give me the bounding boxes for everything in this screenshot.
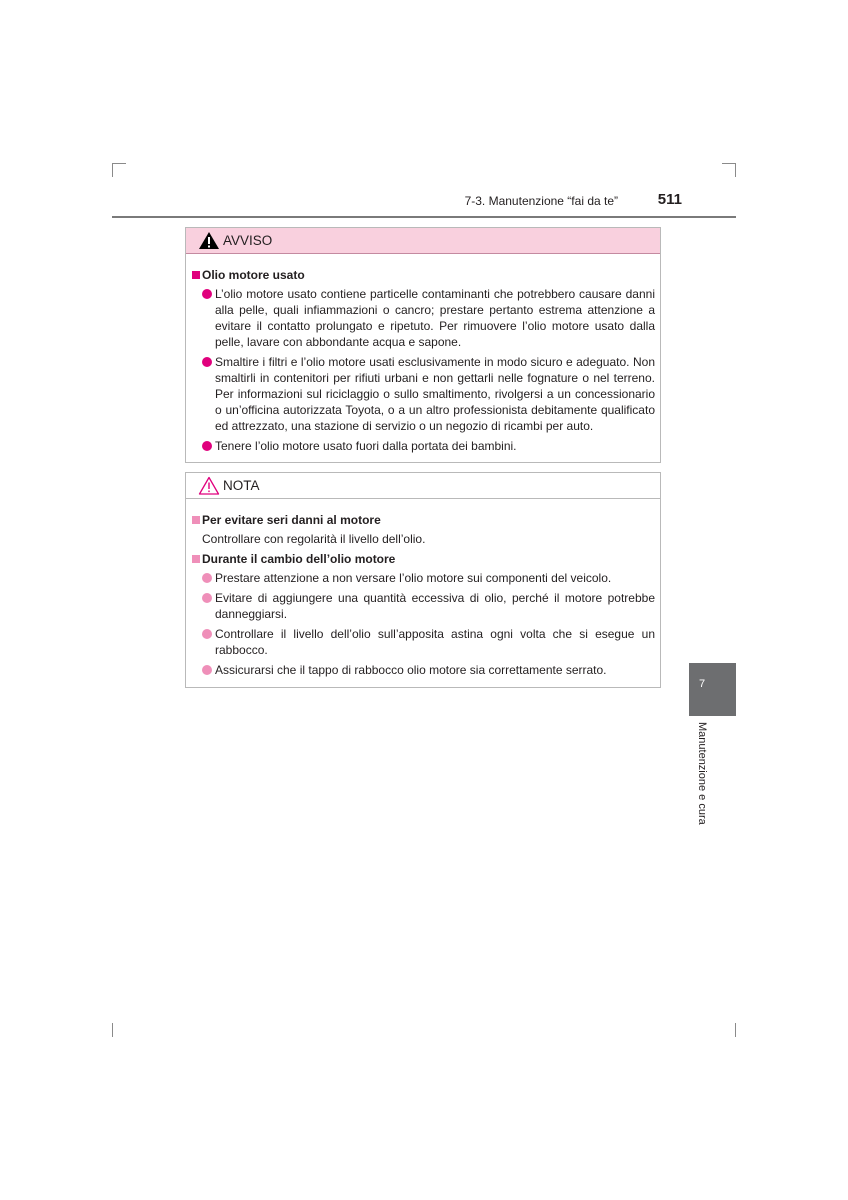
- note-section-text: Controllare con regolarità il livello dell’olio.: [202, 532, 426, 546]
- list-item: L’olio motore usato contiene particelle contaminanti che potrebbero causare danni alla pelle, quali infiammazioni o cancro; prestare pertanto estrema attenzione a evitare il contatto prolungato e ripetuto. Per rimuovere l’olio motore usato dalla pelle, lavare con abbondante acqua e sapone.: [191, 286, 655, 350]
- bullet-icon: [202, 665, 212, 675]
- chapter-number: 7: [699, 678, 706, 690]
- crop-mark: [112, 163, 126, 164]
- crop-mark: [722, 163, 736, 164]
- bullet-icon: [202, 593, 212, 603]
- list-item: Controllare il livello dell’olio sull’apposita astina ogni volta che si esegue un rabbocco.: [191, 626, 655, 658]
- bullet-icon: [202, 573, 212, 583]
- warning-triangle-icon: [198, 231, 220, 250]
- warning-box: [185, 227, 661, 463]
- bullet-icon: [202, 289, 212, 299]
- chapter-label: Manutenzione e cura: [696, 722, 708, 825]
- chapter-tab: [689, 663, 736, 716]
- warning-header: [186, 228, 660, 254]
- warning-label: AVVISO: [223, 233, 273, 248]
- note-box: [185, 472, 661, 688]
- list-item: Tenere l’olio motore usato fuori dalla portata dei bambini.: [191, 438, 655, 454]
- crop-mark: [112, 1023, 113, 1037]
- warning-triangle-outline-icon: [198, 476, 220, 495]
- crop-mark: [112, 163, 113, 177]
- note-label: NOTA: [223, 478, 260, 493]
- list-item: Evitare di aggiungere una quantità eccessiva di olio, perché il motore potrebbe danneggiarsi.: [191, 590, 655, 622]
- list-item: Smaltire i filtri e l’olio motore usati esclusivamente in modo sicuro e adeguato. Non smaltirli in contenitori per rifiuti urbani e non gettarli nelle fognature o nel terreno. Per informazioni sul riciclaggio o sullo smaltimento, rivolgersi a un concessionario o un’officina autorizzata Toyota, o a un altro professionista debitamente qualificato ed attrezzato, una stazione di servizio o un negozio di ricambi per auto.: [191, 354, 655, 434]
- square-bullet-icon: [192, 271, 200, 279]
- note-header: [186, 473, 660, 499]
- warning-section-title: Olio motore usato: [191, 267, 655, 283]
- square-bullet-icon: [192, 555, 200, 563]
- bullet-icon: [202, 629, 212, 639]
- page-number: 511: [657, 191, 682, 208]
- list-item: Prestare attenzione a non versare l’olio motore sui componenti del veicolo.: [191, 570, 655, 586]
- square-bullet-icon: [192, 516, 200, 524]
- bullet-icon: [202, 441, 212, 451]
- bullet-icon: [202, 357, 212, 367]
- header-rule: [112, 216, 736, 218]
- section-title: 7-3. Manutenzione “fai da te”: [464, 194, 618, 208]
- crop-mark: [735, 163, 736, 177]
- note-section-title: Per evitare seri danni al motore: [191, 512, 655, 528]
- note-section-title: Durante il cambio dell’olio motore: [191, 551, 655, 567]
- list-item: Assicurarsi che il tappo di rabbocco olio motore sia correttamente serrato.: [191, 662, 655, 678]
- crop-mark: [735, 1023, 736, 1037]
